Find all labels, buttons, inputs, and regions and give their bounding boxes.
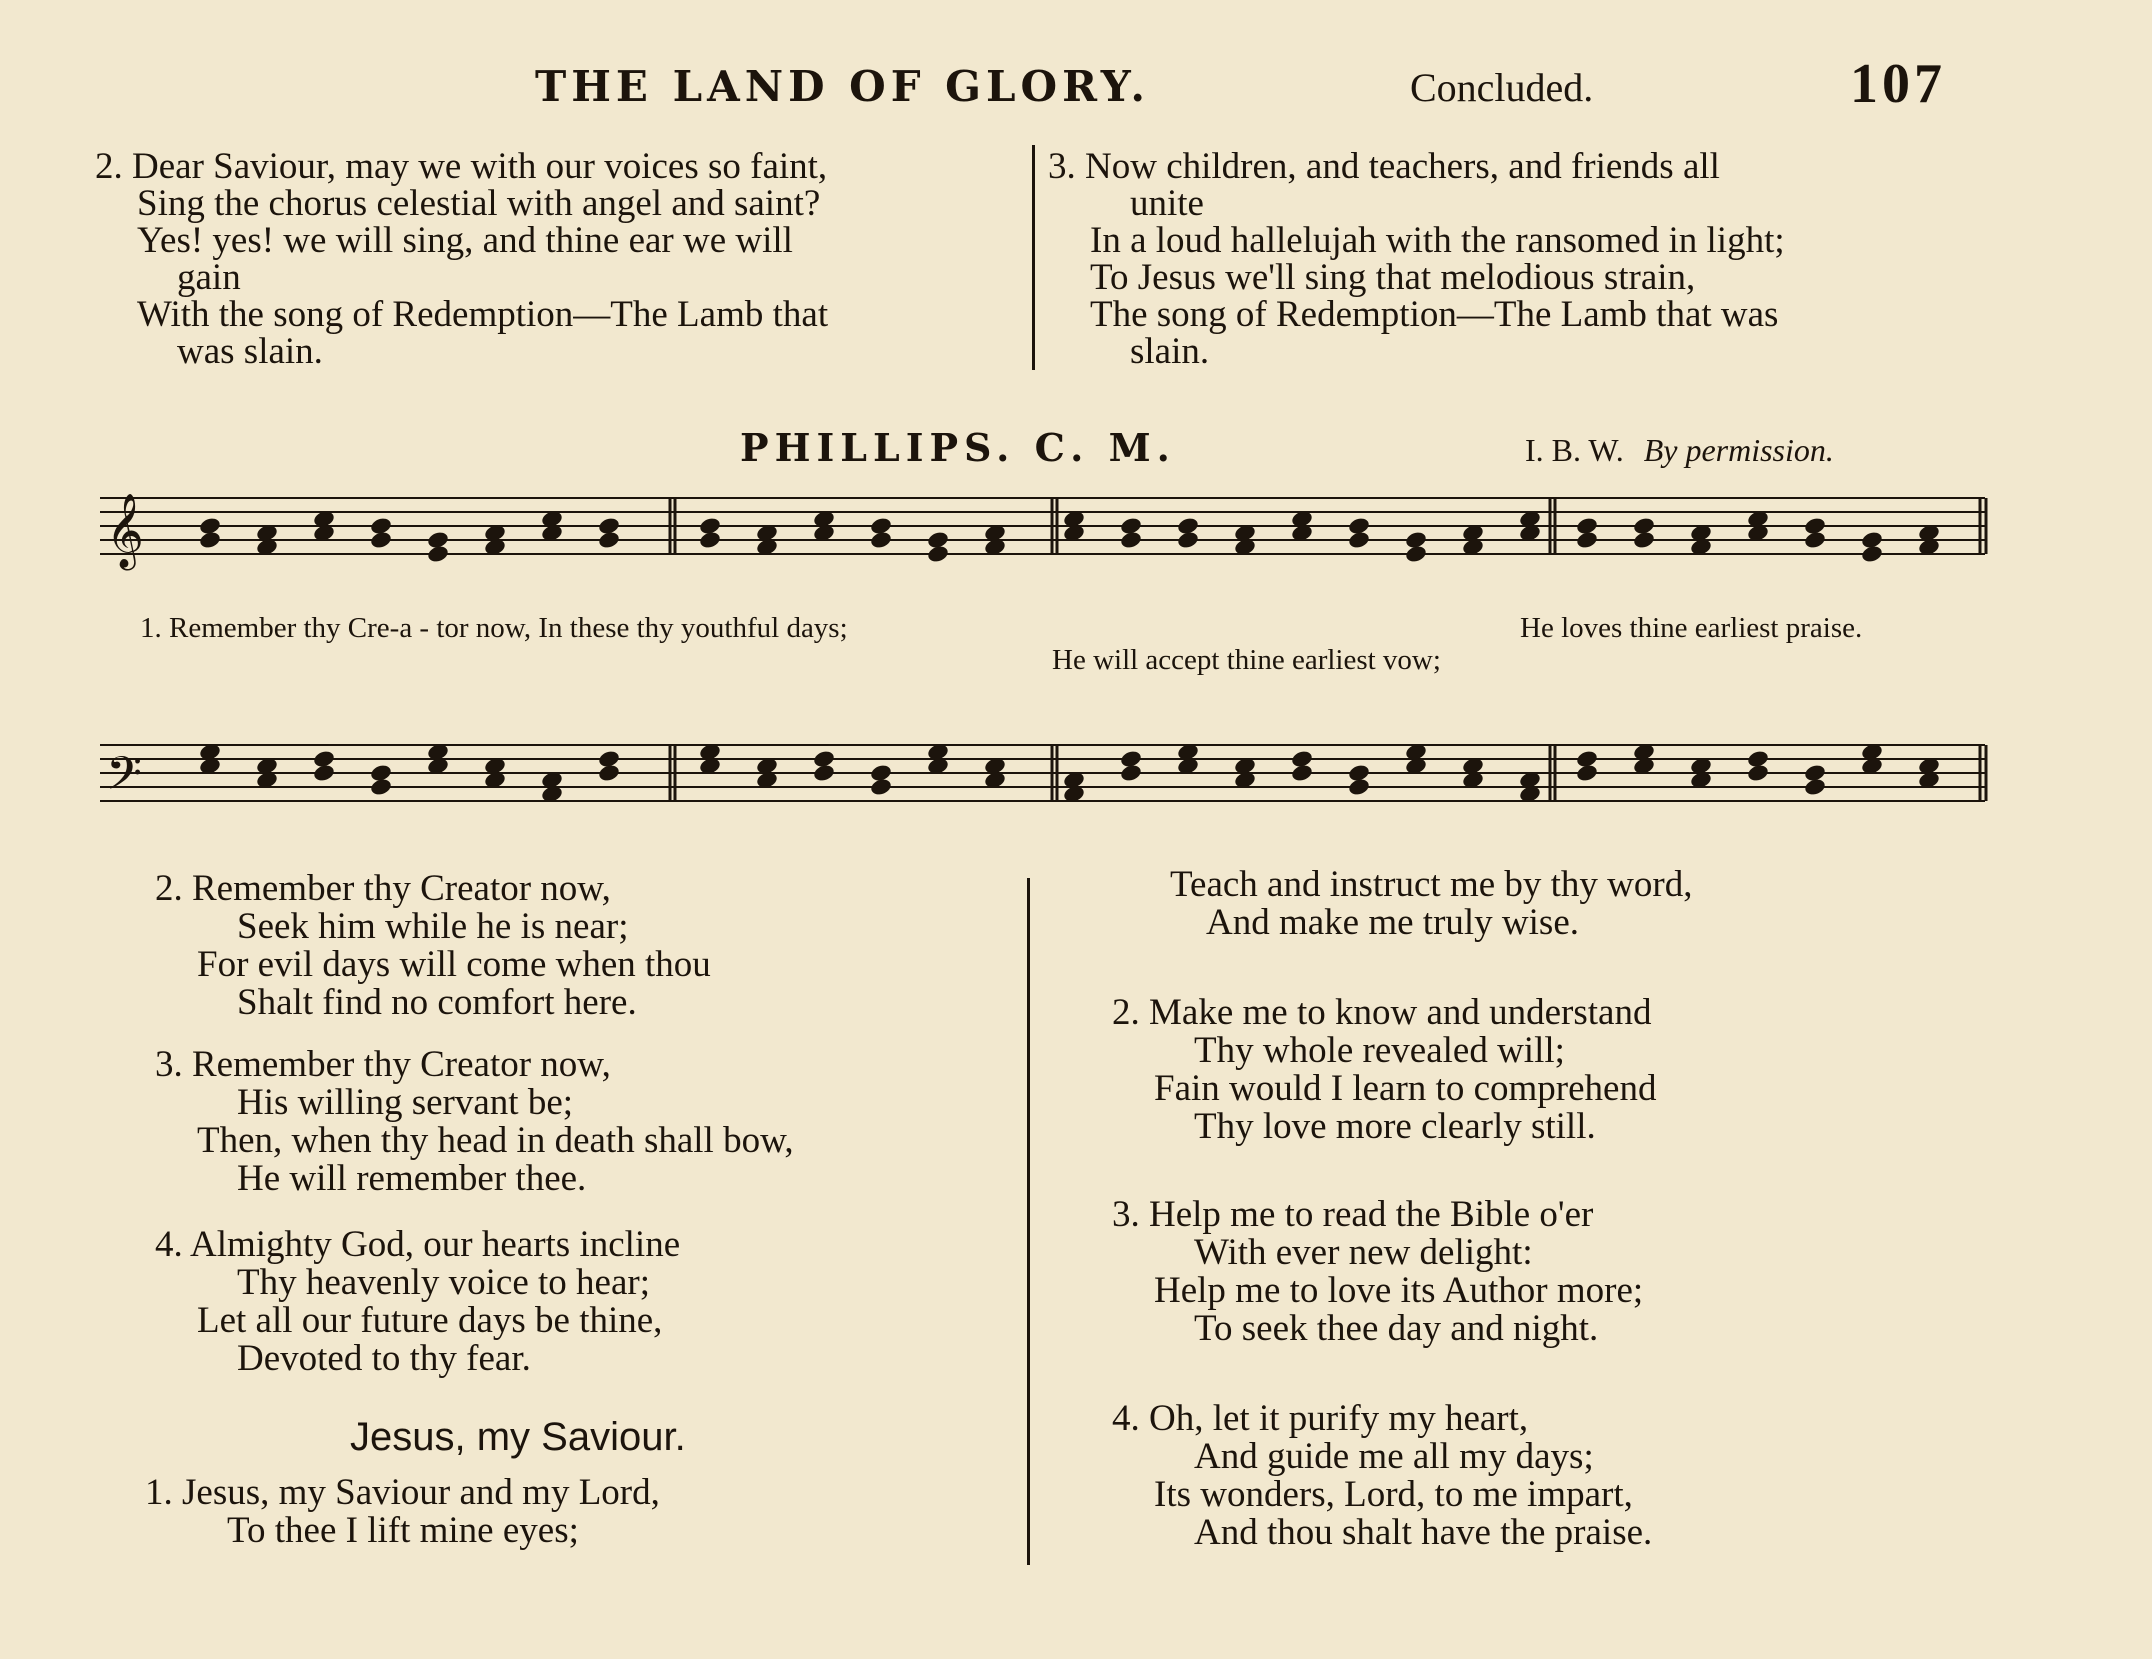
note-head [1404, 544, 1428, 564]
stanza-2-jesus [1112, 994, 1656, 1146]
verse-line: gain [177, 257, 241, 298]
stanza-1-continuation [1170, 866, 1692, 942]
verse-line: Sing the chorus celestial with angel and saint? [137, 183, 821, 224]
concluded-label: Concluded. [1410, 65, 1594, 110]
stanza-line: Teach and instruct me by thy word, [1170, 864, 1693, 905]
verse-line: slain. [1130, 331, 1210, 372]
stanza-line: Oh, let it purify my heart, [1149, 1398, 1529, 1439]
note-head [369, 530, 393, 550]
stanza-3-remember [155, 1046, 794, 1198]
note-head [1347, 530, 1371, 550]
music-score [100, 480, 1990, 840]
page-header [0, 52, 2152, 122]
note-head [369, 777, 393, 797]
stanza-line: Seek him while he is near; [237, 906, 629, 947]
stanza-line: Let all our future days be thine, [197, 1300, 663, 1341]
bass-clef-icon: 𝄢 [106, 747, 143, 812]
stanza-line: Thy whole revealed will; [1194, 1030, 1565, 1071]
stanza-line: Almighty God, our hearts incline [189, 1224, 681, 1265]
stanza-line: Its wonders, Lord, to me impart, [1154, 1474, 1633, 1515]
notes-upper [198, 509, 1941, 564]
stanza-line: He will remember thee. [237, 1158, 587, 1199]
verse-line: Now children, and teachers, and friends all [1085, 146, 1720, 187]
verse-line: was slain. [177, 331, 323, 372]
page-title: THE LAND OF GLORY. [535, 62, 1150, 111]
note-head [198, 530, 222, 550]
stanza-number: 2. [1112, 992, 1140, 1033]
score-lyric-line-1-end: He loves thine earliest praise. [1520, 612, 1863, 644]
stanza-line: Remember thy Creator now, [192, 868, 611, 909]
note-head [1290, 763, 1314, 783]
stanza-number: 4. [155, 1224, 183, 1265]
stanza-line: Help me to read the Bible o'er [1149, 1194, 1594, 1235]
note-head [1119, 763, 1143, 783]
stanza-line: Thy heavenly voice to hear; [237, 1262, 650, 1303]
stanza-number: 1. [145, 1472, 173, 1513]
note-head [1746, 763, 1770, 783]
stanza-3-jesus [1112, 1196, 1643, 1348]
stanza-line: With ever new delight: [1194, 1232, 1533, 1273]
stanza-line: And thou shalt have the praise. [1194, 1512, 1653, 1553]
note-head [426, 544, 450, 564]
verse-3-glory [1048, 148, 2048, 370]
stanza-line: Thy love more clearly still. [1194, 1106, 1596, 1147]
verse-line: With the song of Redemption—The Lamb that [137, 294, 829, 335]
note-head [869, 777, 893, 797]
stanza-4-jesus [1112, 1400, 1652, 1552]
note-head [698, 530, 722, 550]
tune-title: PHILLIPS. C. M. [740, 425, 1176, 470]
stanza-number: 3. [155, 1044, 183, 1085]
stanza-number: 2. [155, 868, 183, 909]
stanza-line: To thee I lift mine eyes; [227, 1510, 579, 1551]
stanza-4-remember [155, 1226, 680, 1378]
hymn-title: Jesus, my Saviour. [350, 1415, 686, 1459]
stanza-line: And make me truly wise. [1206, 902, 1579, 943]
stanza-line: To seek thee day and night. [1194, 1308, 1599, 1349]
note-head [1119, 530, 1143, 550]
stanza-line: Then, when thy head in death shall bow, [197, 1120, 794, 1161]
stanza-line: For evil days will come when thou [197, 944, 711, 985]
score-lyric-line-1: 1. Remember thy Cre-a - tor now, In these thy youthful days; [140, 612, 848, 644]
stanza-number: 3. [1112, 1194, 1140, 1235]
verse-2-glory [95, 148, 1025, 370]
verse-line: The song of Redemption—The Lamb that was [1090, 294, 1779, 335]
verse-line: unite [1130, 183, 1204, 224]
note-head [312, 763, 336, 783]
note-head [926, 544, 950, 564]
note-head [869, 530, 893, 550]
stanza-line: His willing servant be; [237, 1082, 574, 1123]
note-head [1176, 530, 1200, 550]
note-head [1347, 777, 1371, 797]
stanza-line: And guide me all my days; [1194, 1436, 1594, 1477]
tune-author: I. B. W. [1525, 432, 1624, 468]
verse-line: Yes! yes! we will sing, and thine ear we will [137, 220, 793, 261]
score-lyric-line-2: He will accept thine earliest vow; [1052, 644, 1441, 676]
note-head [1860, 544, 1884, 564]
note-head [1803, 530, 1827, 550]
stanza-line: Fain would I learn to comprehend [1154, 1068, 1657, 1109]
verse-line: To Jesus we'll sing that melodious strain, [1090, 257, 1696, 298]
stanza-line: Remember thy Creator now, [192, 1044, 611, 1085]
stanza-1-jesus [145, 1474, 660, 1550]
note-head [1575, 763, 1599, 783]
stanza-line: Shalt find no comfort here. [237, 982, 637, 1023]
tune-credit: By permission. [1643, 432, 1834, 468]
stanza-2-remember [155, 870, 711, 1022]
stanza-number: 4. [1112, 1398, 1140, 1439]
verse-number: 2. [95, 146, 123, 187]
note-head [812, 763, 836, 783]
tune-attribution [1525, 432, 1834, 469]
note-head [597, 530, 621, 550]
stanza-line: Jesus, my Saviour and my Lord, [182, 1472, 660, 1513]
note-head [1632, 530, 1656, 550]
note-head [1575, 530, 1599, 550]
stanza-line: Help me to love its Author more; [1154, 1270, 1644, 1311]
stanza-line: Make me to know and understand [1149, 992, 1652, 1033]
verse-number: 3. [1048, 146, 1076, 187]
treble-clef-icon: 𝄞 [106, 494, 144, 568]
stanza-line: Devoted to thy fear. [237, 1338, 531, 1379]
verse-line: In a loud hallelujah with the ransomed in light; [1090, 220, 1785, 261]
column-divider-top [1032, 145, 1035, 370]
page-number: 107 [1850, 53, 1946, 115]
note-head [597, 763, 621, 783]
note-head [1803, 777, 1827, 797]
column-divider-bottom [1027, 878, 1030, 1565]
verse-line: Dear Saviour, may we with our voices so faint, [132, 146, 828, 187]
